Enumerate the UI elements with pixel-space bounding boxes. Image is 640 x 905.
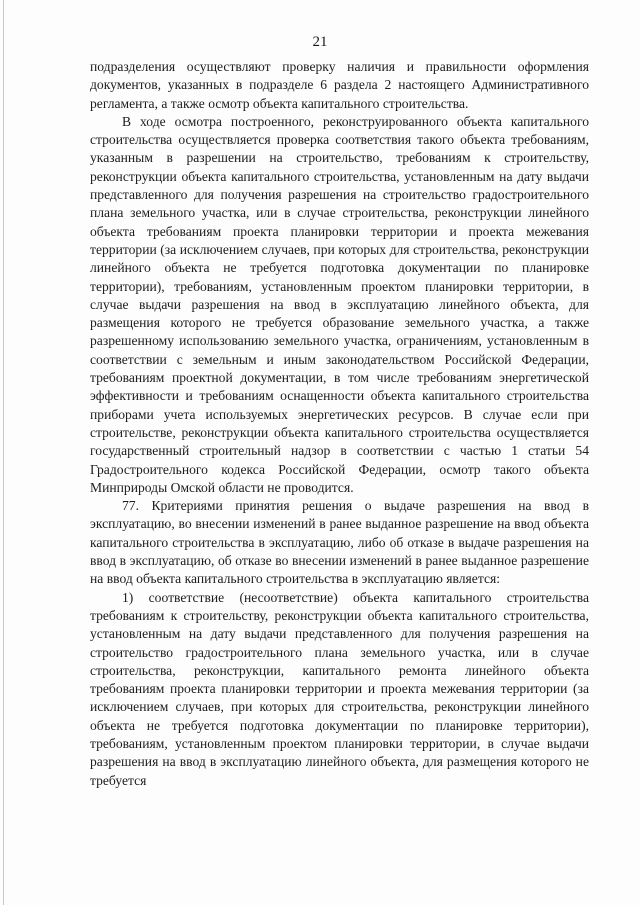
document-body [90, 58, 589, 790]
page-number: 21 [312, 34, 328, 50]
paragraph-criterion-1: 1) соответствие (несоответствие) объекта капитального строительства требованиям к строительству, реконструкции объекта капитального строительства, установленным на дату выдачи представленного для получения разрешения на строительство градостроительного плана земельного участка, или в случае строительства, реконструкции, капитального ремонта линейного объекта требованиям проекта планировки территории и проекта межевания территории (за исключением случаев, при которых для строительства, реконструкции линейного объекта не требуется подготовка документации по планировке территории), требованиям, установленным проектом планировки территории, в случае выдачи разрешения на ввод в эксплуатацию линейного объекта, для размещения которого не требуется [90, 589, 589, 788]
page-edge-line [3, 0, 4, 905]
paragraph-criteria-77: 77. Критериями принятия решения о выдаче разрешения на ввод в эксплуатацию, во внесении изменений в ранее выданное разрешение на ввод объекта капитального строительства в эксплуатацию, либо об отказе в выдаче разрешения на ввод в эксплуатацию, об отказе во внесении изменений в ранее выданное разрешение на ввод объекта капитального строительства в эксплуатацию является: [90, 498, 589, 587]
paragraph-continuation: подразделения осуществляют проверку наличия и правильности оформления документов, указанных в подразделе 6 раздела 2 настоящего Административного регламента, а также осмотр объекта капитального строительства. [90, 59, 589, 111]
paragraph-inspection: В ходе осмотра построенного, реконструированного объекта капитального строительства осуществляется проверка соответствия такого объекта требованиям, указанным в разрешении на строительство, требованиям к строительству, реконструкции объекта капитального строительства, установленным на дату выдачи представленного для получения разрешения на строительство градостроительного плана земельного участка, или в случае строительства, реконструкции линейного объекта требованиям проекта планировки территории и проекта межевания территории (за исключением случаев, при которых для строительства, реконструкции линейного объекта не требуется подготовка документации по планировке территории), требованиям, установленным проектом планировки территории, в случае выдачи разрешения на ввод в эксплуатацию линейного объекта, для размещения которого не требуется образование земельного участка, а также разрешенному использованию земельного участка, ограничениям, установленным в соответствии с земельным и иным законодательством Российской Федерации, требованиям проектной документации, в том числе требованиям энергетической эффективности и требованиям оснащенности объекта капитального строительства приборами учета используемых энергетических ресурсов. В случае если при строительстве, реконструкции объекта капитального строительства осуществляется государственный строительный надзор в соответствии с частью 1 статьи 54 Градостроительного кодекса Российской Федерации, осмотр такого объекта Минприроды Омской области не проводится. [90, 113, 589, 495]
